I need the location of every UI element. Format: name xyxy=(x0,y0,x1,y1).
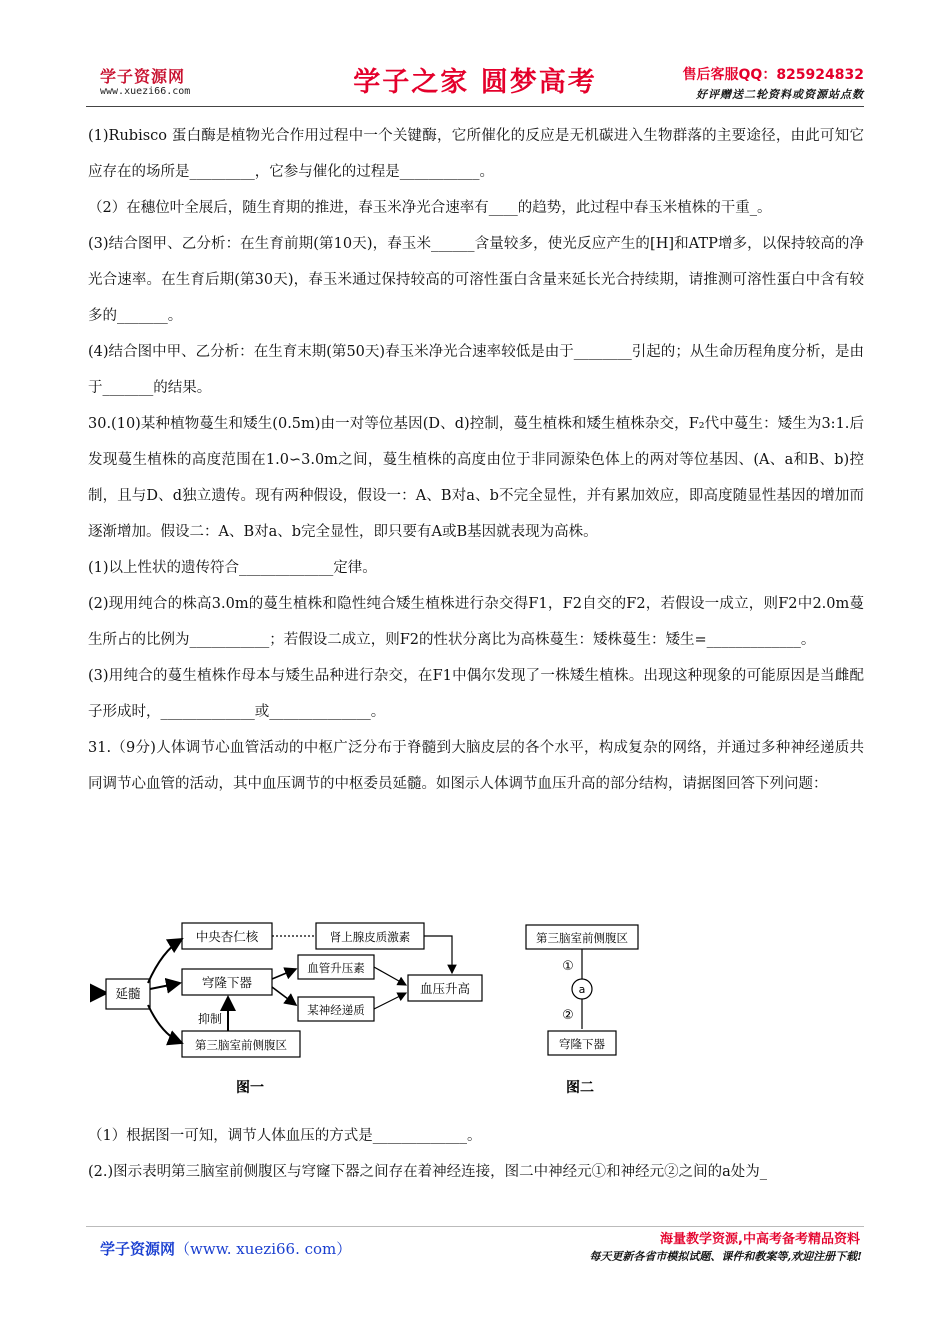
paragraph-q30-2: (2)现用纯合的株高3.0m的蔓生植株和隐性纯合矮生植株进行杂交得F1，F2自交的F2，若假设一成立，则F2中2.0m蔓生所占的比例为___________；若假设二成立，则F2的性状分离比为高株蔓生：矮株蔓生：矮生=_____________。 xyxy=(88,596,864,648)
paragraph-q31-2: (2.)图示表明第三脑室前侧腹区与穹窿下器之间存在着神经连接，图二中神经元①和神经元②之间的a处为_ xyxy=(88,1164,768,1180)
footer-site xyxy=(100,1238,351,1259)
label-zhongyang: 中央杏仁核 xyxy=(195,929,259,944)
paragraph-q30-3: (3)用纯合的蔓生植株作母本与矮生品种进行杂交，在F1中偶尔发现了一株矮生植株。出现这种现象的可能原因是当雌配子形成时，_____________或______________。 xyxy=(88,668,864,720)
figure-1-label: 图一 xyxy=(236,1080,264,1096)
site-logo-url: www.xuezi66.com xyxy=(100,86,191,97)
paragraph-q29-1: (1)Rubisco 蛋白酶是植物光合作用过程中一个关键酶，它所催化的反应是无机碳进入生物群落的主要途径，由此可知它应存在的场所是_________，它参与催化的过程是___________。 xyxy=(88,128,864,180)
header-qq: 售后客服QQ：825924832 xyxy=(682,67,864,83)
label-mou: 某神经递质 xyxy=(307,1003,365,1017)
paragraph-q30-1: (1)以上性状的遗传符合_____________定律。 xyxy=(88,560,377,576)
header-note: 好评赠送二轮资料或资源站点数 xyxy=(696,88,864,101)
paragraph-q29-3: (3)结合图甲、乙分析：在生育前期(第10天)，春玉米______含量较多，使光反应产生的[H]和ATP增多，以保持较高的净光合速率。在生育后期(第30天)，春玉米通过保持较高的可溶性蛋白含量来延长光合持续期，请推测可溶性蛋白中含有较多的_______。 xyxy=(88,236,864,324)
footer-site-name: 学子资源网 xyxy=(100,1240,176,1258)
label-qionglong: 穹隆下器 xyxy=(201,975,253,990)
paragraph-q29-2: （2）在穗位叶全展后，随生育期的推进，春玉米净光合速率有____的趋势，此过程中春玉米植株的干重_。 xyxy=(88,200,772,216)
label-neuron-2: ② xyxy=(562,1008,574,1023)
question-31-parts xyxy=(88,1118,864,1190)
label-xueya: 血压升高 xyxy=(419,981,471,996)
label-shenshang: 肾上腺皮质激素 xyxy=(329,930,411,944)
question-text xyxy=(88,118,864,802)
figures xyxy=(90,917,650,1099)
label-inhibit: 抑制 xyxy=(198,1012,223,1026)
header-slogan: 学子之家 圆梦高考 xyxy=(353,67,597,98)
header-divider xyxy=(86,106,864,107)
paragraph-q31-intro: 31.（9分)人体调节心血管活动的中枢广泛分布于脊髓到大脑皮层的各个水平，构成复杂的网络，并通过多种神经递质共同调节心血管的活动，其中血压调节的中枢委员延髓。如图示人体调节血压升高的部分结构，请据图回答下列问题： xyxy=(88,740,864,792)
label-qionglong-2: 穹隆下器 xyxy=(559,1037,605,1051)
label-a: a xyxy=(578,983,586,996)
footer-note: 每天更新各省市模拟试题、课件和教案等,欢迎注册下载! xyxy=(589,1250,862,1263)
label-xueguan: 血管升压素 xyxy=(307,961,365,975)
paragraph-q29-4: (4)结合图中甲、乙分析：在生育末期(第50天)春玉米净光合速率较低是由于________引起的；从生命历程角度分析，是由于_______的结果。 xyxy=(88,344,864,396)
label-disan: 第三脑室前侧腹区 xyxy=(195,1038,287,1052)
label-neuron-1: ① xyxy=(562,959,574,974)
footer-tagline: 海量教学资源,中高考备考精品资料 xyxy=(660,1232,860,1247)
label-yansui: 延髓 xyxy=(115,986,141,1001)
paragraph-q31-1: （1）根据图一可知，调节人体血压的方式是_____________。 xyxy=(88,1128,482,1144)
footer-site-url: （www. xuezi66. com） xyxy=(175,1240,352,1258)
footer-divider xyxy=(86,1226,864,1227)
site-logo-name: 学子资源网 xyxy=(100,67,186,86)
paragraph-q30-intro: 30.(10)某种植物蔓生和矮生(0.5m)由一对等位基因(D、d)控制，蔓生植株和矮生植株杂交，F₂代中蔓生：矮生为3:1.后发现蔓生植株的高度范围在1.0∽3.0m之间，蔓生植株的高度由位于非同源染色体上的两对等位基因、(A、a和B、b)控制，且与D、d独立遗传。现有两种假设，假设一：A、B对a、b不完全显性，并有累加效应，即高度随显性基因的增加而逐渐增加。假设二：A、B对a、b完全显性，即只要有A或B基因就表现为高株。 xyxy=(88,416,864,540)
figure-2-label: 图二 xyxy=(566,1080,594,1096)
label-disan-2: 第三脑室前侧腹区 xyxy=(536,931,628,945)
